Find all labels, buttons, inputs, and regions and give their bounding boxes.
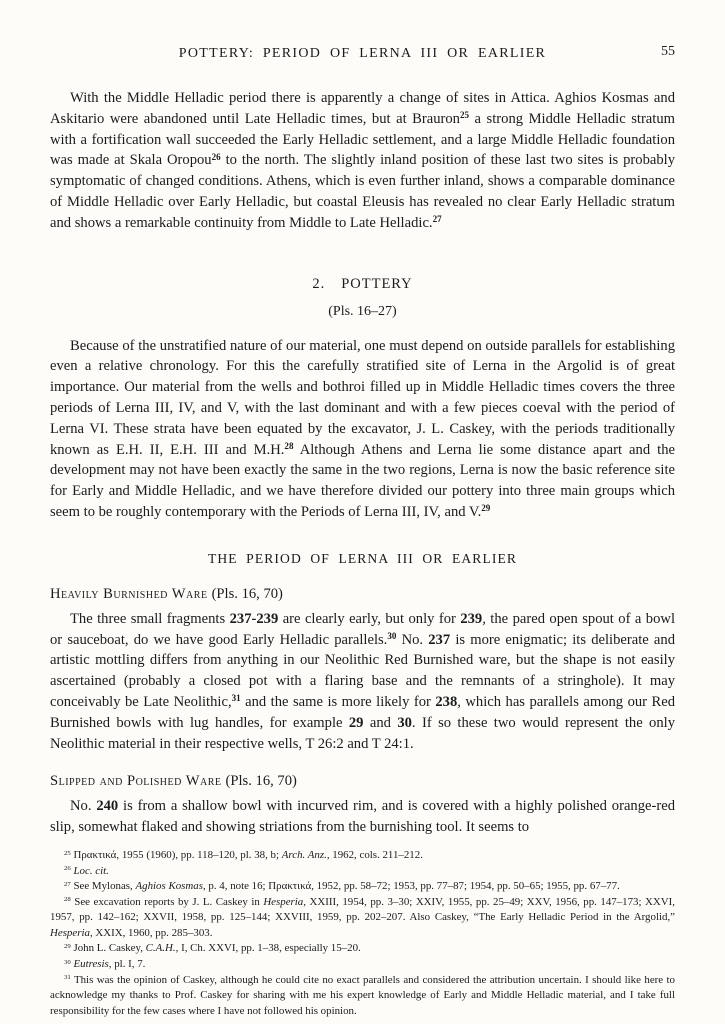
footnote-31: $^{31}$ This was the opinion of Caskey, although he could cite no exact parallels and considered the attribution uncertain. I should like here to acknowledge my thanks to Prof. Caskey for sharing with me his expert knowledge of Early and Middle Helladic material, and I take full responsibility for the few cases where I have not followed his opinion. [50,973,675,1017]
section-heading [50,276,675,293]
period-heading: THE PERIOD OF LERNA III OR EARLIER [207,550,518,566]
ware-heading-heavily-burnished [50,586,675,603]
ware-plates: (Pls. 16, 70) [211,585,283,602]
ware-title: Heavily Burnished Ware [50,585,208,602]
ware-plates: (Pls. 16, 70) [225,773,297,790]
footnote-26: $^{26}$ Loc. cit. [64,864,109,877]
ware-heading-slipped-polished [50,773,675,790]
section-title: POTTERY [341,275,413,292]
footnote-27: $^{27}$ See Mylonas, Aghios Kosmas, p. 4, note 16; Πρακτικά, 1952, pp. 58–72; 1953, pp. 77–87; 1954, pp. 50–65; 1955, pp. 67–77. [64,880,620,893]
footnote-25: $^{25}$ Πρακτικά, 1955 (1960), pp. 118–120, pl. 38, b; Arch. Anz., 1962, cols. 211–212. [64,848,423,861]
footnote-29: $^{29}$ John L. Caskey, C.A.H., I, Ch. XXVI, pp. 1–38, especially 15–20. [64,942,361,955]
heavily-burnished-paragraph: The three small fragments 237-239 are clearly early, but only for 239, the pared open spout of a bowl or sauceboat, do we have good Early Helladic parallels.$^{30}$ No. 237 is more enigmatic; its deliberate and artistic mottling differs from anything in our Neolithic Red Burnished ware, but the shape is not easily ascertained (probably a closed pot with a flaring base and the remnants of a stringhole). It may conceivably be Late Neolithic,$^{31}$ and the same is more likely for 238, which has parallels among our Red Burnished bowls with lug handles, for example 29 and 30. If so these two would represent the only Neolithic material in their respective wells, T 26:2 and T 24:1. [50,610,676,752]
page-number: 55 [661,44,675,59]
page-header [50,44,675,64]
ware-title: Slipped and Polished Ware [50,773,222,790]
section-plates: (Pls. 16–27) [328,303,397,319]
running-head-title: POTTERY: PERIOD OF LERNA III OR EARLIER [178,46,547,61]
chronology-paragraph: Because of the unstratified nature of our material, one must depend on outside parallels for establishing even a relative chronology. For this the carefully stratified site of Lerna in the Argolid is of great importance. Our material from the wells and bothroi filled up in Middle Helladic times covers the three periods of Lerna III, IV, and V, with the last dominant and with a few pieces coeval with the period of Lerna VI. These strata have been equated by the excavator, J. L. Caskey, with the periods traditionally known as E.H. II, E.H. III and M.H.$^{28}$ Although Athens and Lerna lie some distance apart and the development may not have been exactly the same in the two regions, Lerna is now the basic reference site for Early and Middle Helladic, and we have therefore divided our pottery into three main groups which seem to be roughly contemporary with the Periods of Lerna III, IV, and V.$^{29}$ [50,337,675,520]
slipped-polished-paragraph: No. 240 is from a shallow bowl with incurved rim, and is covered with a highly polished orange-red slip, somewhat flaked and showing striations from the burnishing tool. It seems to [50,798,675,836]
intro-paragraph: With the Middle Helladic period there is apparently a change of sites in Attica. Aghios Kosmas and Askitario were abandoned until Late Helladic times, but at Brauron$^{25}$ a strong Middle Helladic stratum with a fortification wall succeeded the Early Helladic settlement, and a large Middle Helladic foundation was made at Skala Oropou$^{26}$ to the north. The slightly inland position of these last two sites is probably symptomatic of changed conditions. Athens, which is even further inland, shows a comparable dominance of Middle Helladic over Early Helladic, but coastal Eleusis has revealed no clear Early Helladic stratum and shows a remarkable continuity from Middle to Late Helladic.$^{27}$ [50,90,675,231]
footnote-28: $^{28}$ See excavation reports by J. L. Caskey in Hesperia, XXIII, 1954, pp. 3–30; XXIV, 1955, pp. 25–49; XXV, 1956, pp. 147–173; XXVI, 1957, pp. 142–162; XXVII, 1958, pp. 125–144; XXVIII, 1959, pp. 202–207. Also Caskey, “The Early Helladic Period in the Argolid,” Hesperia, XXIX, 1960, pp. 285–303. [50,895,675,939]
footnotes-section [50,848,675,1020]
footnote-30: $^{30}$ Eutresis, pl. I, 7. [64,958,146,971]
section-number: 2. [312,275,326,292]
